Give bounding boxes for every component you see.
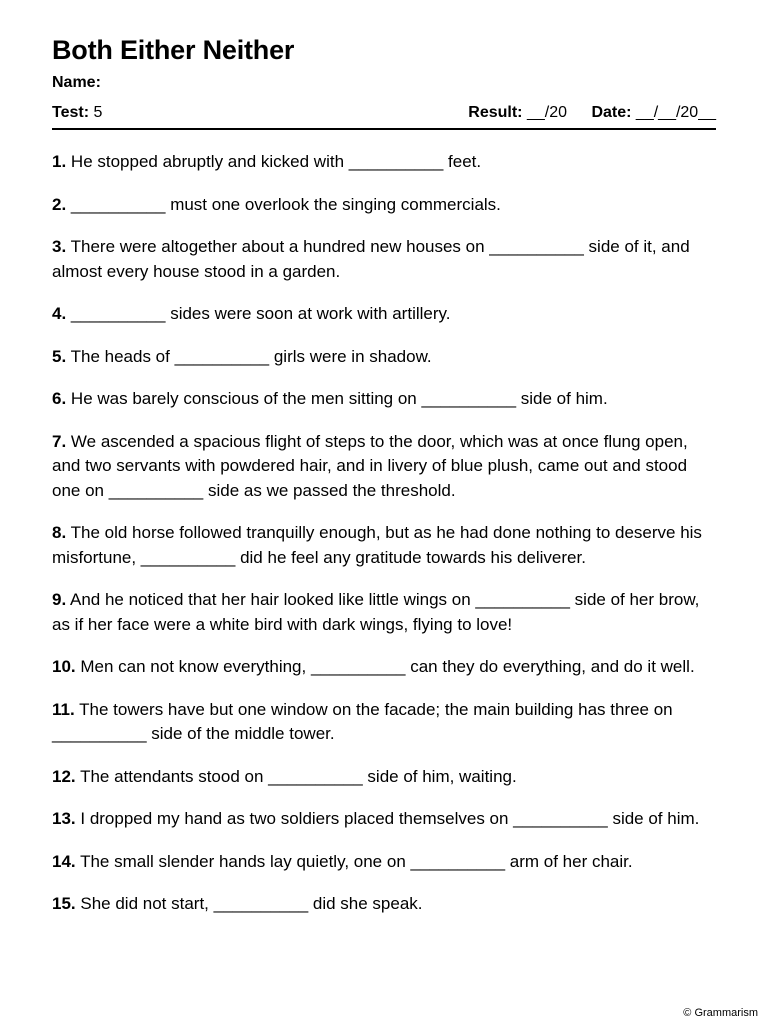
question-item	[52, 150, 716, 175]
test-value: 5	[93, 104, 103, 121]
question-number: 8.	[52, 523, 67, 542]
question-text: The small slender hands lay quietly, one on __________ arm of her chair.	[80, 851, 633, 871]
question-item	[52, 850, 716, 875]
question-number: 1.	[52, 152, 67, 171]
question-item	[52, 193, 716, 218]
question-list	[52, 150, 716, 917]
date-value: __/__/20__	[635, 104, 716, 121]
question-number: 9.	[52, 590, 67, 609]
question-number: 6.	[52, 389, 67, 408]
question-text: Men can not know everything, __________ can they do everything, and do it well.	[80, 657, 695, 676]
question-text: The old horse followed tranquilly enough, but as he had done nothing to deserve his misfortune, __________ did he feel any gratitude towards his deliverer.	[52, 523, 702, 567]
date-label: Date:	[591, 104, 632, 121]
question-item	[52, 807, 716, 832]
question-item	[52, 387, 716, 412]
worksheet	[52, 33, 716, 935]
question-item	[52, 655, 716, 680]
question-item	[52, 765, 716, 790]
question-number: 14.	[52, 851, 76, 871]
question-text: The towers have but one window on the facade; the main building has three on __________ side of the middle tower.	[52, 699, 673, 743]
question-number: 5.	[52, 346, 67, 366]
question-number: 11.	[52, 699, 75, 719]
meta-row	[52, 103, 716, 123]
question-number: 2.	[52, 194, 67, 214]
question-text: The attendants stood on __________ side of him, waiting.	[80, 766, 517, 786]
question-text: And he noticed that her hair looked like little wings on __________ side of her brow, as if her face were a white bird with dark wings, flying to love!	[52, 590, 700, 634]
question-text: She did not start, __________ did she speak.	[80, 894, 423, 913]
question-text: I dropped my hand as two soldiers placed themselves on __________ side of him.	[80, 809, 700, 828]
result-value: __/20	[526, 104, 567, 121]
copyright-footer: © Grammarism	[683, 1007, 758, 1019]
question-number: 15.	[52, 894, 76, 913]
question-number: 3.	[52, 237, 67, 256]
test-info	[52, 103, 102, 123]
question-item	[52, 588, 716, 637]
question-item	[52, 521, 716, 570]
question-number: 10.	[52, 657, 76, 676]
question-number: 4.	[52, 304, 67, 323]
result-label: Result:	[468, 104, 523, 121]
question-number: 12.	[52, 766, 76, 786]
header-divider	[52, 128, 716, 130]
question-item	[52, 892, 716, 917]
page-title: Both Either Neither	[52, 35, 295, 65]
question-text: There were altogether about a hundred new houses on __________ side of it, and almost every house stood in a garden.	[52, 237, 690, 281]
question-number: 7.	[52, 431, 67, 451]
question-text: __________ sides were soon at work with artillery.	[70, 304, 451, 323]
question-text: The heads of __________ girls were in shadow.	[70, 346, 432, 366]
question-text: He was barely conscious of the men sitting on __________ side of him.	[70, 389, 608, 408]
name-row	[52, 73, 716, 93]
question-text: __________ must one overlook the singing commercials.	[70, 194, 501, 214]
question-item	[52, 430, 716, 504]
question-text: We ascended a spacious flight of steps to the door, which was at once flung open, and two servants with powdered hair, and in livery of blue plush, came out and stood one on __________ side as we passed the threshold.	[52, 431, 688, 500]
question-text: He stopped abruptly and kicked with __________ feet.	[70, 152, 482, 171]
question-number: 13.	[52, 809, 76, 828]
result-date-info	[468, 103, 716, 123]
question-item	[52, 302, 716, 327]
name-label: Name:	[52, 74, 101, 91]
question-item	[52, 345, 716, 370]
test-label: Test:	[52, 104, 90, 121]
question-item	[52, 235, 716, 284]
question-item	[52, 698, 716, 747]
